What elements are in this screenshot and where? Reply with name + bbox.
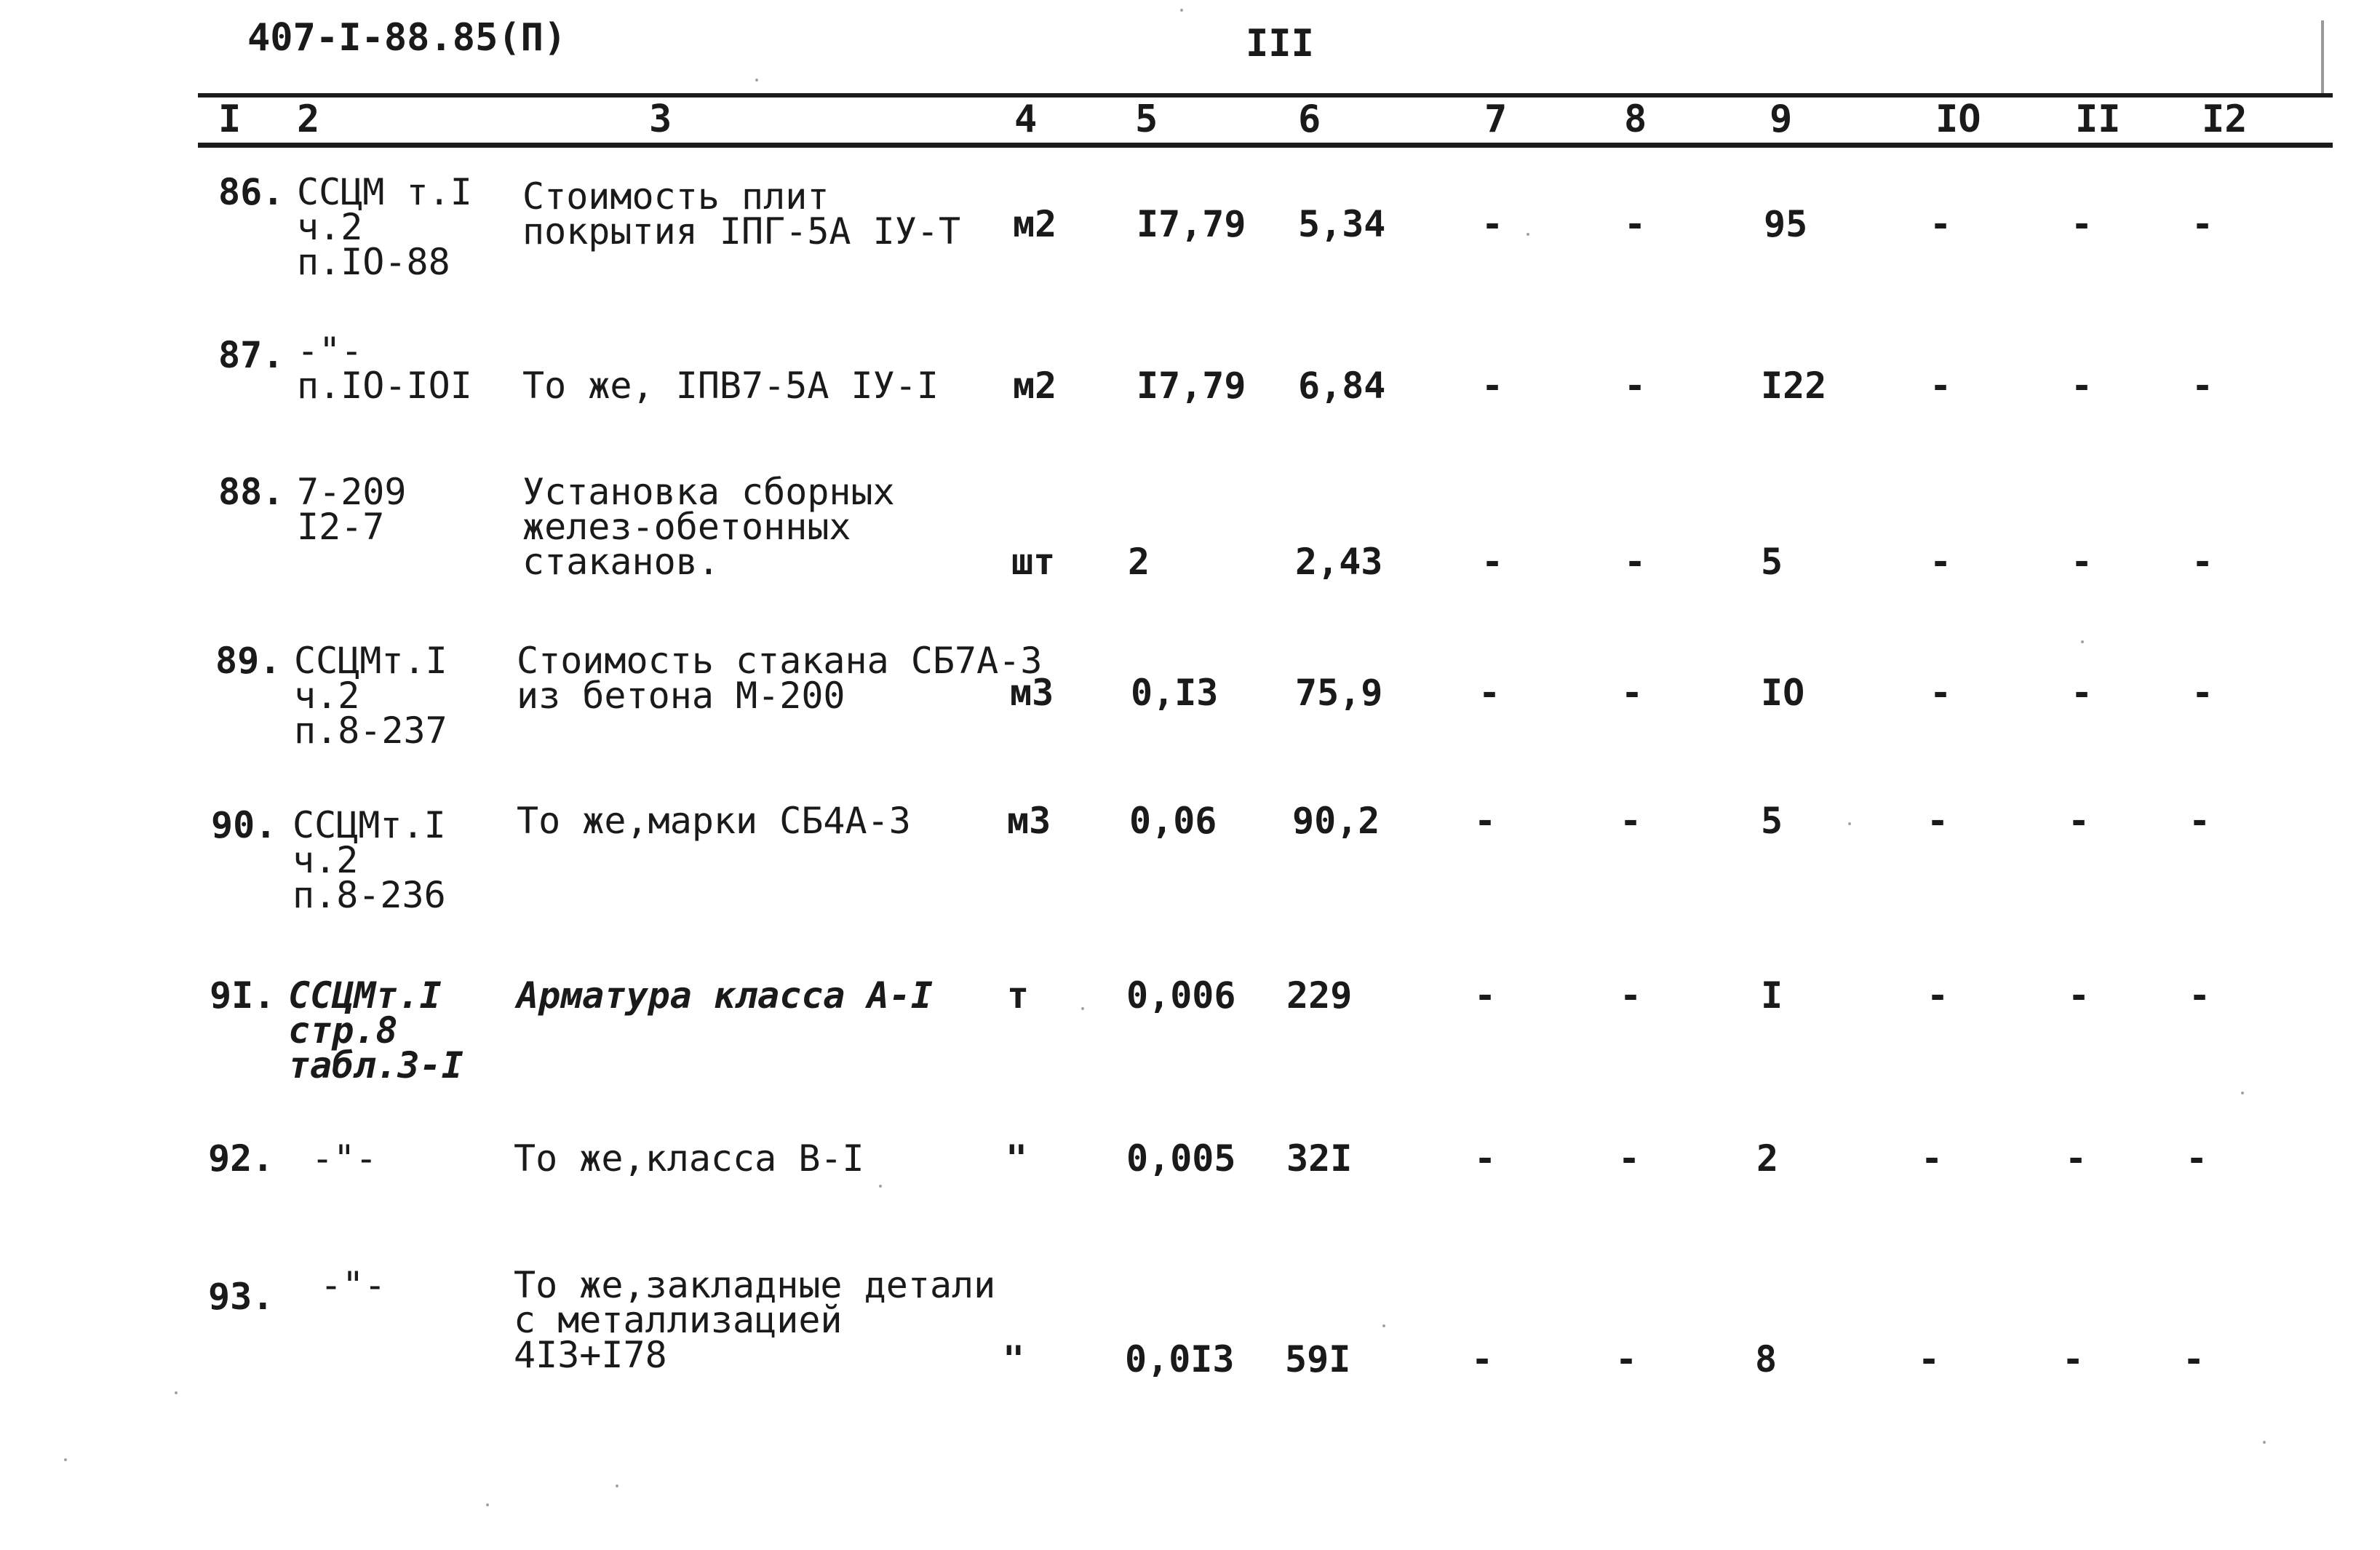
total-value: IO	[1761, 672, 1805, 714]
column-11-value: -	[2071, 365, 2093, 407]
document-code: 407-I-88.85(П)	[247, 16, 567, 60]
row-number: 89.	[215, 640, 282, 682]
column-12-value: -	[2192, 365, 2214, 407]
column-8-value: -	[1624, 365, 1647, 407]
column-10-value: -	[1918, 1338, 1941, 1380]
column-12-value: -	[2186, 1137, 2208, 1180]
column-10-value: -	[1930, 541, 1952, 583]
column-header: IO	[1935, 98, 1981, 141]
column-8-value: -	[1620, 974, 1642, 1017]
quantity: 2	[1128, 541, 1150, 583]
column-8-value: -	[1621, 672, 1644, 714]
column-12-value: -	[2192, 672, 2214, 714]
unit-price: 229	[1286, 974, 1353, 1017]
work-description: То же, IПВ7-5А IУ-I	[522, 365, 939, 407]
column-7-value: -	[1471, 1338, 1494, 1380]
column-11-value: -	[2071, 541, 2093, 583]
row-number: 93.	[208, 1276, 274, 1318]
column-12-value: -	[2183, 1338, 2205, 1380]
quantity: I7,79	[1137, 365, 1246, 407]
column-11-value: -	[2068, 800, 2090, 842]
work-description: То же,закладные детали с металлизацией 4I3+I78	[514, 1264, 996, 1376]
norm-code: -"-	[311, 1137, 378, 1180]
norm-code: -"- п.IO-IOI	[297, 330, 472, 407]
total-value: 8	[1755, 1338, 1778, 1380]
column-7-value: -	[1481, 541, 1504, 583]
column-7-value: -	[1478, 672, 1501, 714]
column-8-value: -	[1624, 541, 1647, 583]
column-header: 3	[649, 98, 672, 141]
column-12-value: -	[2189, 800, 2211, 842]
unit: т	[1007, 974, 1030, 1017]
column-header: I	[218, 98, 242, 141]
norm-code: ССЦМт.I ч.2 п.8-237	[294, 640, 447, 752]
column-header: 2	[297, 98, 320, 141]
quantity: 0,0I3	[1125, 1338, 1235, 1380]
column-8-value: -	[1620, 800, 1642, 842]
unit: шт	[1011, 541, 1056, 583]
total-value: 5	[1761, 800, 1783, 842]
unit: "	[1006, 1137, 1028, 1180]
column-10-value: -	[1930, 365, 1952, 407]
column-11-value: -	[2071, 203, 2093, 245]
column-7-value: -	[1474, 1137, 1497, 1180]
unit: м3	[1007, 800, 1051, 842]
norm-code: -"-	[320, 1264, 386, 1306]
quantity: 0,006	[1126, 974, 1236, 1017]
quantity: 0,06	[1129, 800, 1217, 842]
work-description: Установка сборных желез-обетонных стаканов.	[522, 471, 895, 583]
work-description: То же,класса В-I	[514, 1137, 864, 1180]
column-header-row	[0, 98, 2380, 141]
column-11-value: -	[2068, 974, 2090, 1017]
norm-code: 7-209 I2-7	[297, 471, 407, 548]
quantity: I7,79	[1137, 203, 1246, 245]
total-value: I	[1761, 974, 1783, 1017]
unit-price: 90,2	[1292, 800, 1380, 842]
unit: м2	[1013, 203, 1057, 245]
column-11-value: -	[2062, 1338, 2085, 1380]
total-value: I22	[1761, 365, 1827, 407]
total-value: 2	[1756, 1137, 1779, 1180]
column-12-value: -	[2192, 541, 2214, 583]
margin-mark	[2321, 20, 2324, 93]
column-7-value: -	[1481, 365, 1504, 407]
quantity: 0,I3	[1131, 672, 1219, 714]
norm-code: ССЦМ т.I ч.2 п.IO-88	[297, 171, 472, 283]
column-header: 7	[1484, 98, 1508, 141]
unit-price: 6,84	[1298, 365, 1386, 407]
column-7-value: -	[1481, 203, 1504, 245]
row-number: 87.	[218, 334, 284, 376]
unit-price: 32I	[1286, 1137, 1353, 1180]
column-header: 6	[1298, 98, 1321, 141]
column-7-value: -	[1474, 974, 1497, 1017]
column-8-value: -	[1618, 1137, 1641, 1180]
column-8-value: -	[1615, 1338, 1638, 1380]
work-description: Арматура класса А-I	[517, 974, 933, 1017]
column-10-value: -	[1930, 203, 1952, 245]
unit: "	[1003, 1338, 1025, 1380]
column-12-value: -	[2189, 974, 2211, 1017]
unit-price: 59I	[1285, 1338, 1351, 1380]
column-10-value: -	[1927, 974, 1949, 1017]
work-description: Стоимость стакана СБ7А-3 из бетона М-200	[517, 640, 1043, 717]
row-number: 86.	[218, 171, 284, 213]
unit-price: 2,43	[1295, 541, 1383, 583]
column-header: 5	[1135, 98, 1158, 141]
unit-price: 75,9	[1295, 672, 1383, 714]
norm-code: ССЦМт.I стр.8 табл.3-I	[288, 974, 463, 1086]
norm-code: ССЦМт.I ч.2 п.8-236	[292, 804, 446, 916]
row-number: 92.	[208, 1137, 274, 1180]
work-description: То же,марки СБ4А-3	[517, 800, 911, 842]
header-rule-bottom	[198, 143, 2333, 148]
work-description: Стоимость плит покрытия IПГ-5А IУ-Т	[522, 175, 961, 253]
column-10-value: -	[1927, 800, 1949, 842]
unit: м2	[1013, 365, 1057, 407]
column-10-value: -	[1930, 672, 1952, 714]
unit-price: 5,34	[1298, 203, 1386, 245]
column-header: 9	[1770, 98, 1793, 141]
column-10-value: -	[1921, 1137, 1943, 1180]
column-header: II	[2075, 98, 2121, 141]
column-8-value: -	[1624, 203, 1647, 245]
total-value: 95	[1764, 203, 1808, 245]
column-header: 4	[1014, 98, 1038, 141]
total-value: 5	[1761, 541, 1783, 583]
column-header: I2	[2202, 98, 2248, 141]
row-number: 9I.	[210, 974, 276, 1017]
column-11-value: -	[2071, 672, 2093, 714]
column-12-value: -	[2192, 203, 2214, 245]
quantity: 0,005	[1126, 1137, 1236, 1180]
column-11-value: -	[2065, 1137, 2088, 1180]
row-number: 88.	[218, 471, 284, 513]
column-header: 8	[1624, 98, 1647, 141]
column-7-value: -	[1474, 800, 1497, 842]
page-number: III	[1246, 22, 1314, 65]
row-number: 90.	[211, 804, 277, 846]
unit: м3	[1010, 672, 1054, 714]
